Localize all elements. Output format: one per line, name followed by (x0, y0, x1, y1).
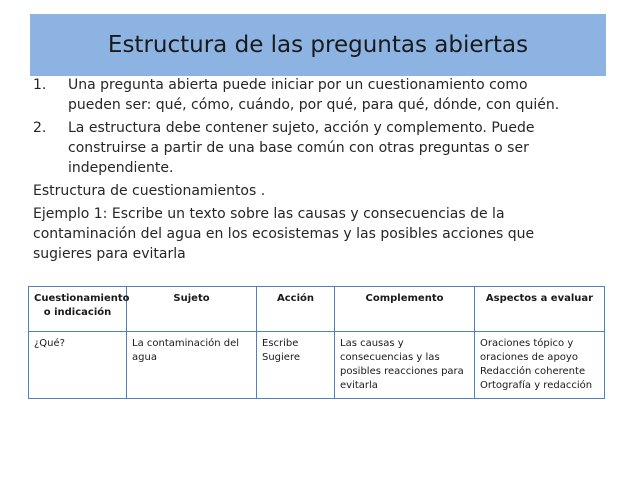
list-text-line: La estructura debe contener sujeto, acción y complemento. Puede (68, 120, 535, 136)
list-text-line: pueden ser: qué, cómo, cuándo, por qué, para qué, dónde, con quién. (68, 97, 560, 113)
cell-accion: Escribe Sugiere (257, 332, 335, 399)
list-number: 2. (33, 120, 47, 136)
example-line: contaminación del agua en los ecosistemas y las posibles acciones que (33, 226, 535, 242)
structure-table (28, 286, 605, 399)
list-text-line: independiente. (68, 160, 174, 176)
cell-complemento: Las causas y consecuencias y las posibles reacciones para evitarla (335, 332, 475, 399)
list-text-line: construirse a partir de una base común con otras preguntas o ser (68, 140, 529, 156)
example-paragraph (33, 204, 608, 264)
example-line: Ejemplo 1: Escribe un texto sobre las causas y consecuencias de la (33, 206, 505, 222)
cell-sujeto: La contaminación del agua (127, 332, 257, 399)
list-text-line: Una pregunta abierta puede iniciar por un cuestionamiento como (68, 77, 528, 93)
cell-cuestionamiento: ¿Qué? (29, 332, 127, 399)
header-cuestionamiento: Cuestionamiento o indicación (29, 287, 127, 332)
header-sujeto: Sujeto (127, 287, 257, 332)
header-accion: Acción (257, 287, 335, 332)
cell-aspectos: Oraciones tópico y oraciones de apoyo Redacción coherente Ortografía y redacción (475, 332, 605, 399)
header-aspectos: Aspectos a evaluar (475, 287, 605, 332)
list-number: 1. (33, 77, 47, 93)
list-item (33, 118, 608, 178)
table-row (29, 332, 605, 399)
header-complemento: Complemento (335, 287, 475, 332)
table-header-row (29, 287, 605, 332)
slide-title: Estructura de las preguntas abiertas (107, 32, 529, 58)
slide-title-bar (30, 14, 606, 76)
example-line: sugieres para evitarla (33, 246, 186, 262)
list-item (33, 75, 608, 115)
slide-body (33, 75, 608, 264)
structure-heading: Estructura de cuestionamientos . (33, 183, 266, 199)
